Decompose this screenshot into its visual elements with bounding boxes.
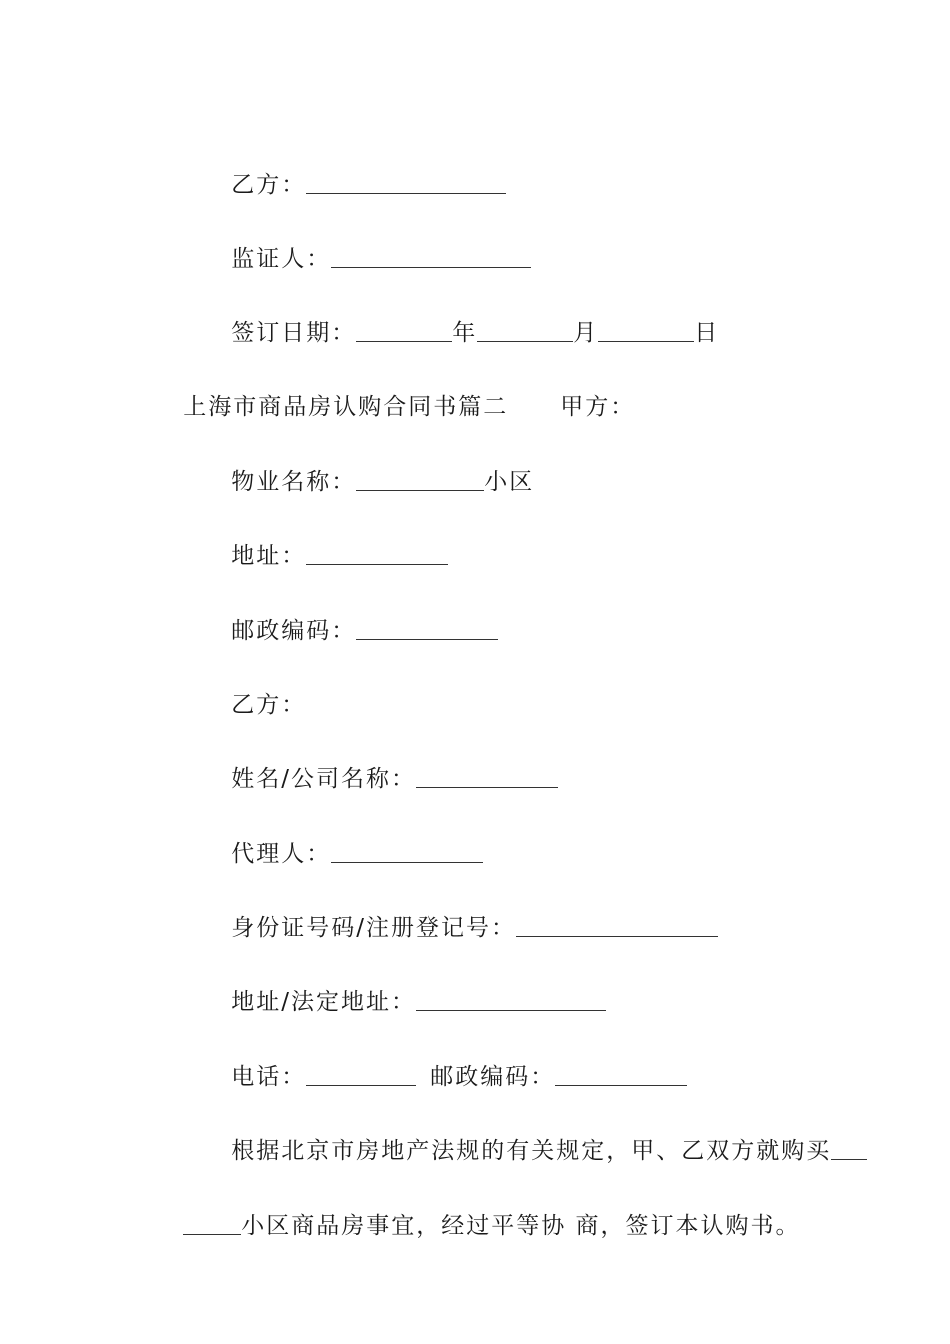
phone-blank[interactable] — [306, 1063, 416, 1086]
postal-code-line — [194, 586, 498, 644]
address-line — [194, 511, 448, 569]
section-heading-line — [146, 362, 636, 420]
paragraph-line-1 — [194, 1106, 867, 1164]
paragraph-text-1: 根据北京市房地产法规的有关规定，甲、乙双方就购买 — [231, 1138, 832, 1164]
purchase-blank-part1[interactable] — [831, 1137, 867, 1160]
postal-code-blank[interactable] — [356, 617, 498, 640]
phone-label: 电话： — [231, 1064, 307, 1090]
legal-address-line — [194, 957, 606, 1015]
purchase-blank-part2[interactable] — [183, 1212, 241, 1235]
property-name-blank[interactable] — [356, 468, 484, 491]
party-b-label: 乙方： — [231, 172, 307, 198]
party-b-section-label: 乙方： — [231, 692, 307, 718]
sign-date-line — [194, 288, 720, 346]
paragraph-text-2: 小区商品房事宜，经过平等协 商，签订本认购书。 — [241, 1213, 801, 1239]
property-name-suffix: 小区 — [484, 469, 535, 495]
sign-month-blank[interactable] — [477, 319, 573, 342]
sign-date-label: 签订日期： — [231, 320, 357, 346]
party-b-line — [194, 140, 506, 198]
party-b-blank[interactable] — [306, 171, 506, 194]
year-label: 年 — [452, 320, 478, 346]
agent-label: 代理人： — [231, 841, 332, 867]
address-blank[interactable] — [306, 542, 448, 565]
agent-line — [194, 809, 483, 867]
party-a-label: 甲方： — [560, 394, 636, 420]
witness-label: 监证人： — [231, 246, 332, 272]
postal-blank[interactable] — [555, 1063, 687, 1086]
legal-address-blank[interactable] — [416, 988, 606, 1011]
name-company-line — [194, 734, 558, 792]
id-number-blank[interactable] — [516, 914, 718, 937]
name-company-blank[interactable] — [416, 765, 558, 788]
id-number-line — [194, 883, 718, 941]
id-number-label: 身份证号码/注册登记号： — [231, 915, 516, 941]
postal-code-label: 邮政编码： — [231, 618, 357, 644]
property-name-line — [194, 437, 535, 495]
legal-address-label: 地址/法定地址： — [231, 989, 416, 1015]
paragraph-line-2 — [146, 1181, 801, 1239]
name-company-label: 姓名/公司名称： — [231, 766, 416, 792]
day-label: 日 — [694, 320, 720, 346]
property-name-label: 物业名称： — [231, 469, 357, 495]
party-b-section-line — [194, 660, 307, 718]
section-title: 上海市商品房认购合同书篇二 — [183, 394, 509, 420]
sign-day-blank[interactable] — [598, 319, 694, 342]
sign-year-blank[interactable] — [356, 319, 452, 342]
witness-blank[interactable] — [331, 245, 531, 268]
address-label: 地址： — [231, 543, 307, 569]
witness-line — [194, 214, 531, 272]
agent-blank[interactable] — [331, 840, 483, 863]
postal-label: 邮政编码： — [430, 1064, 556, 1090]
month-label: 月 — [573, 320, 599, 346]
phone-postal-line — [194, 1032, 687, 1090]
